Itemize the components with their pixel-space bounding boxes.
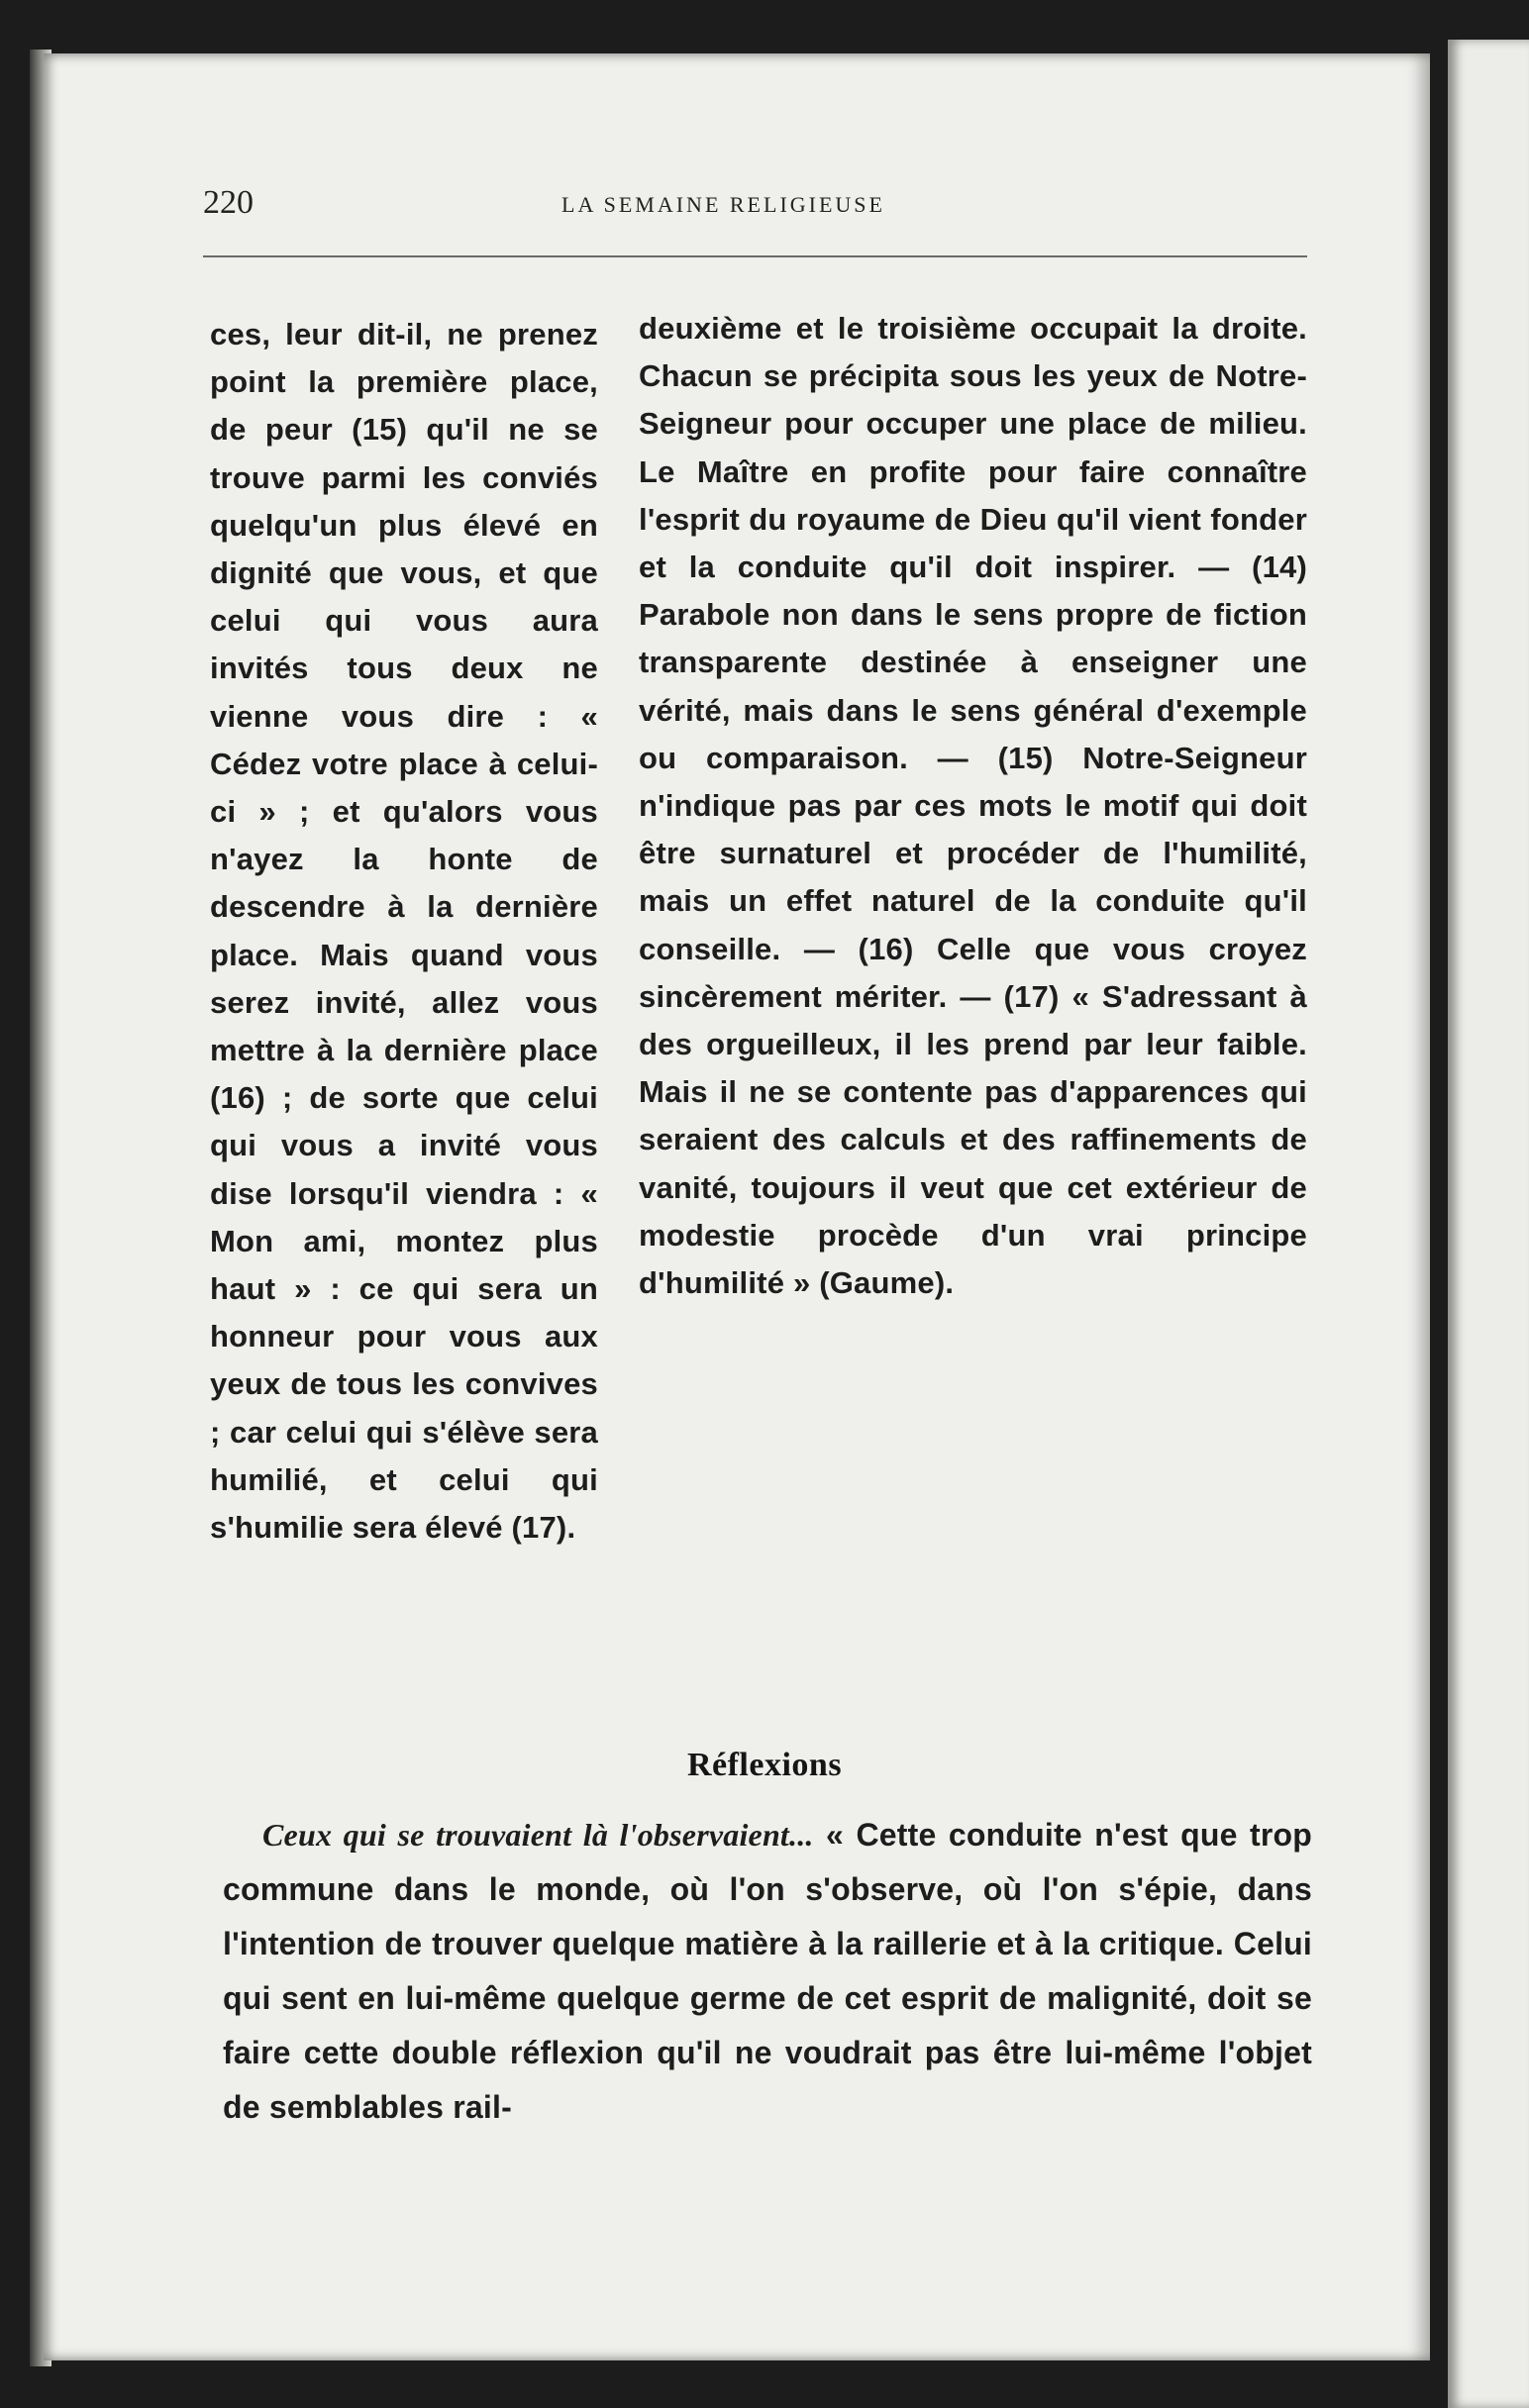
header-rule [203, 255, 1307, 257]
reflexion-lead: Ceux qui se trouvaient là l'observaient... [262, 1817, 814, 1853]
page-header [203, 184, 1307, 224]
adjacent-page-edge [1448, 40, 1529, 2408]
right-column-notes: deuxième et le troisième occupait la droite. Chacun se précipita sous les yeux de Notre-Seigneur pour occuper une place de milieu. Le Maître en profite pour faire connaître l'esprit du royaume de Dieu qu'il vient fonder et la conduite qu'il doit inspirer. — (14) Parabole non dans le sens propre de fiction transparente destinée à enseigner une vérité, mais dans le sens général d'exemple ou comparaison. — (15) Notre-Seigneur n'indique pas par ces mots le motif qui doit être surnaturel et procéder de l'humilité, mais un effet naturel de la conduite qu'il conseille. — (16) Celle que vous croyez sincèrement mériter. — (17) « S'adressant à des orgueilleux, il les prend par leur faible. Mais il ne se contente pas d'apparences qui seraient des calculs et des raffinements de vanité, toujours il veut que cet extérieur de modestie procède d'un vrai principe d'humilité » (Gaume). [639, 311, 1307, 1301]
left-column-text: ces, leur dit-il, ne prenez point la première place, de peur (15) qu'il ne se trouve parmi les conviés quelqu'un plus élevé en dignité que vous, et que celui qui vous aura invités tous deux ne vienne vous dire : « Cédez votre place à celui-ci » ; et qu'alors vous n'ayez la honte de descendre à la dernière place. Mais quand vous serez invité, allez vous mettre à la dernière place (16) ; de sorte que celui qui vous a invité vous dise lorsqu'il viendra : « Mon ami, montez plus haut » : ce qui sera un honneur pour vous aux yeux de tous les convives ; car celui qui s'élève sera humilié, et celui qui s'humilie sera élevé (17). [210, 317, 598, 1546]
running-title: LA SEMAINE RELIGIEUSE [561, 192, 885, 217]
page-number: 220 [203, 184, 254, 221]
section-title: Réflexions [686, 1747, 843, 1783]
reflexion-body: « Cette conduite n'est que trop commune dans le monde, où l'on s'observe, où l'on s'épie, dans l'intention de trouver quelque matière à la raillerie et à la critique. Celui qui sent en lui-même quelque germe de cet esprit de malignité, doit se faire cette double réflexion qu'il ne voudrait pas être lui-même l'objet de semblables rail- [223, 1817, 1313, 2125]
reflexion-paragraph [223, 1808, 1312, 2135]
